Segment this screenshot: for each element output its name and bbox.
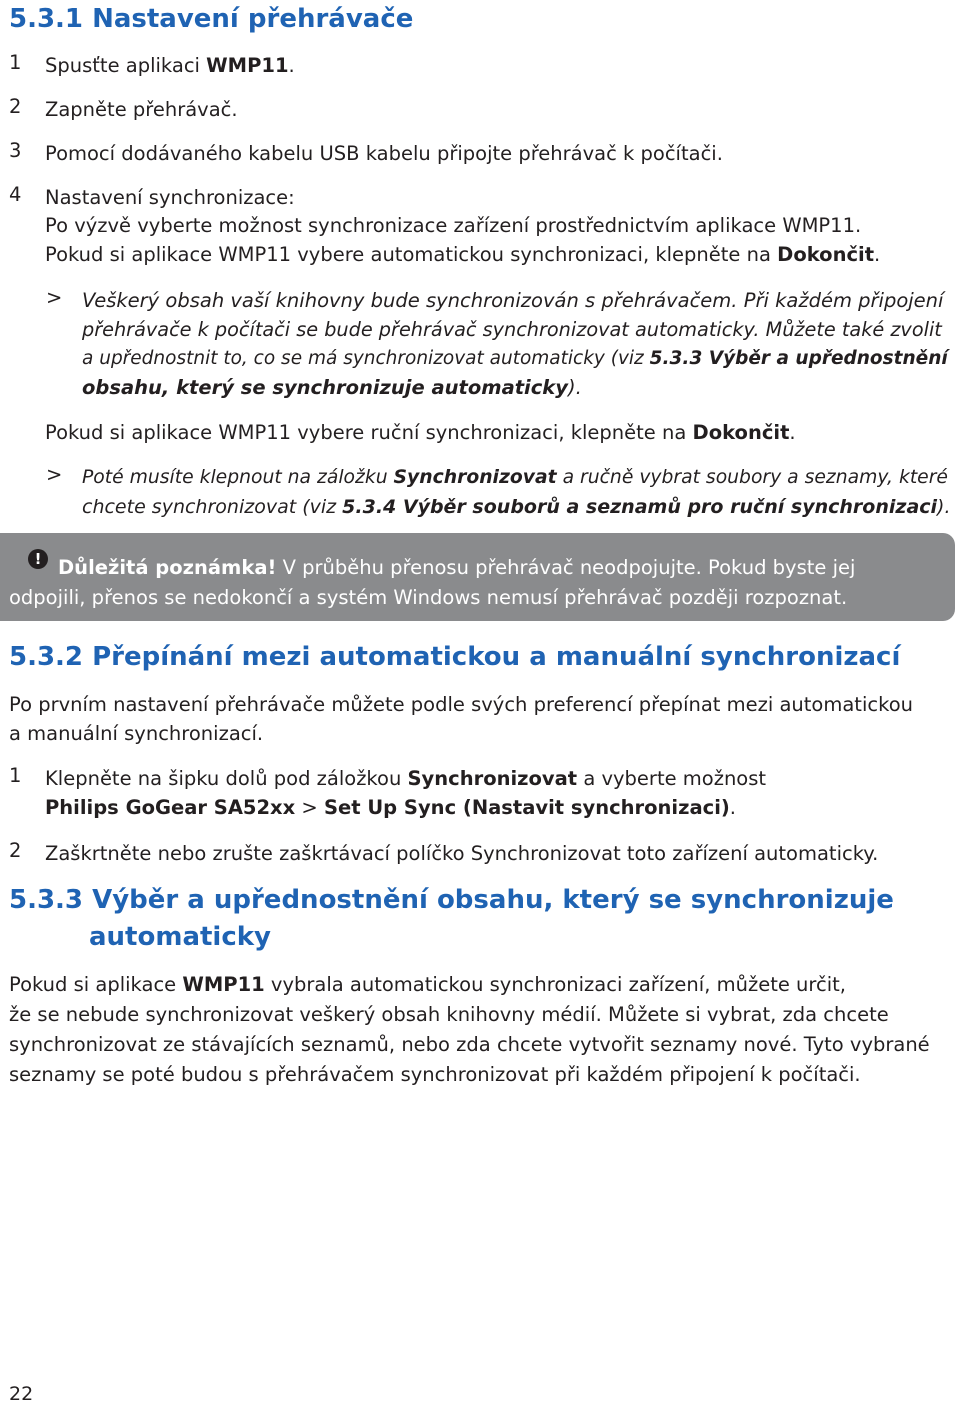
section-5-3-2-para-line-1: Po prvním nastavení přehrávače můžete podle svých preferencí přepínat mezi automatickou (9, 693, 913, 716)
result-1-line-1: Veškerý obsah vaší knihovny bude synchronizován s přehrávačem. Při každém připojení (82, 289, 944, 312)
step-number: 3 (9, 139, 22, 162)
note-line-1: Důležitá poznámka! V průběhu přenosu přehrávač neodpojujte. Pokud byste jej (58, 556, 856, 579)
switch-step-1-line-2: Philips GoGear SA52xx > Set Up Sync (Nastavit synchronizaci). (45, 796, 736, 819)
step-4-line-2: Po výzvě vyberte možnost synchronizace zařízení prostřednictvím aplikace WMP11. (45, 214, 862, 237)
switch-step-2-text: Zaškrtněte nebo zrušte zaškrtávací políčko Synchronizovat toto zařízení automaticky. (45, 842, 879, 865)
step-number: 2 (9, 839, 22, 862)
warning-icon: ! (28, 549, 48, 569)
step-2-text: Zapněte přehrávač. (45, 98, 238, 121)
step-4-line-1: Nastavení synchronizace: (45, 186, 295, 209)
step-number: 1 (9, 764, 22, 787)
step-number: 4 (9, 183, 22, 206)
step-3-text: Pomocí dodávaného kabelu USB kabelu připojte přehrávač k počítači. (45, 142, 723, 165)
manual-sync-text: Pokud si aplikace WMP11 vybere ruční synchronizaci, klepněte na Dokončit. (45, 421, 796, 444)
result-1-line-2: přehrávače k počítači se bude přehrávač synchronizovat automaticky. Můžete také zvolit (82, 318, 942, 341)
section-5-3-3-line-3: synchronizovat ze stávajících seznamů, nebo zda chcete vytvořit seznamy nové. Tyto vybrané (9, 1033, 930, 1056)
section-title-5-3-2: 5.3.2 Přepínání mezi automatickou a manuální synchronizací (9, 642, 901, 672)
result-marker: > (46, 286, 63, 309)
section-5-3-2-para-line-2: a manuální synchronizací. (9, 722, 264, 745)
result-1-line-4: obsahu, který se synchronizuje automaticky). (82, 376, 582, 399)
result-marker: > (46, 463, 63, 486)
result-1-line-3: a upřednostnit to, co se má synchronizovat automaticky (viz 5.3.3 Výběr a upřednostnění (82, 348, 948, 369)
section-title-5-3-1: 5.3.1 Nastavení přehrávače (9, 4, 414, 34)
section-5-3-3-line-2: že se nebude synchronizovat veškerý obsah knihovny médií. Můžete si vybrat, zda chcete (9, 1003, 889, 1026)
section-5-3-3-line-4: seznamy se poté budou s přehrávačem synchronizovat při každém připojení k počítači. (9, 1063, 861, 1086)
result-2-line-2: chcete synchronizovat (viz 5.3.4 Výběr souborů a seznamů pro ruční synchronizaci). (82, 496, 951, 518)
step-number: 1 (9, 51, 22, 74)
note-line-2: odpojili, přenos se nedokončí a systém Windows nemusí přehrávač později rozpoznat. (9, 586, 848, 609)
step-number: 2 (9, 95, 22, 118)
section-title-5-3-3-line-2: automaticky (89, 922, 271, 952)
section-title-5-3-3: 5.3.3 Výběr a upřednostnění obsahu, který se synchronizuje (9, 885, 894, 915)
step-1-text: Spusťte aplikaci WMP11. (45, 54, 295, 77)
page-number: 22 (9, 1383, 34, 1405)
step-4-line-3: Pokud si aplikace WMP11 vybere automatickou synchronizaci, klepněte na Dokončit. (45, 243, 881, 266)
result-2-line-1: Poté musíte klepnout na záložku Synchronizovat a ručně vybrat soubory a seznamy, které (82, 467, 948, 488)
section-5-3-3-line-1: Pokud si aplikace WMP11 vybrala automatickou synchronizaci zařízení, můžete určit, (9, 973, 846, 996)
switch-step-1-line-1: Klepněte na šipku dolů pod záložkou Synchronizovat a vyberte možnost (45, 767, 767, 790)
